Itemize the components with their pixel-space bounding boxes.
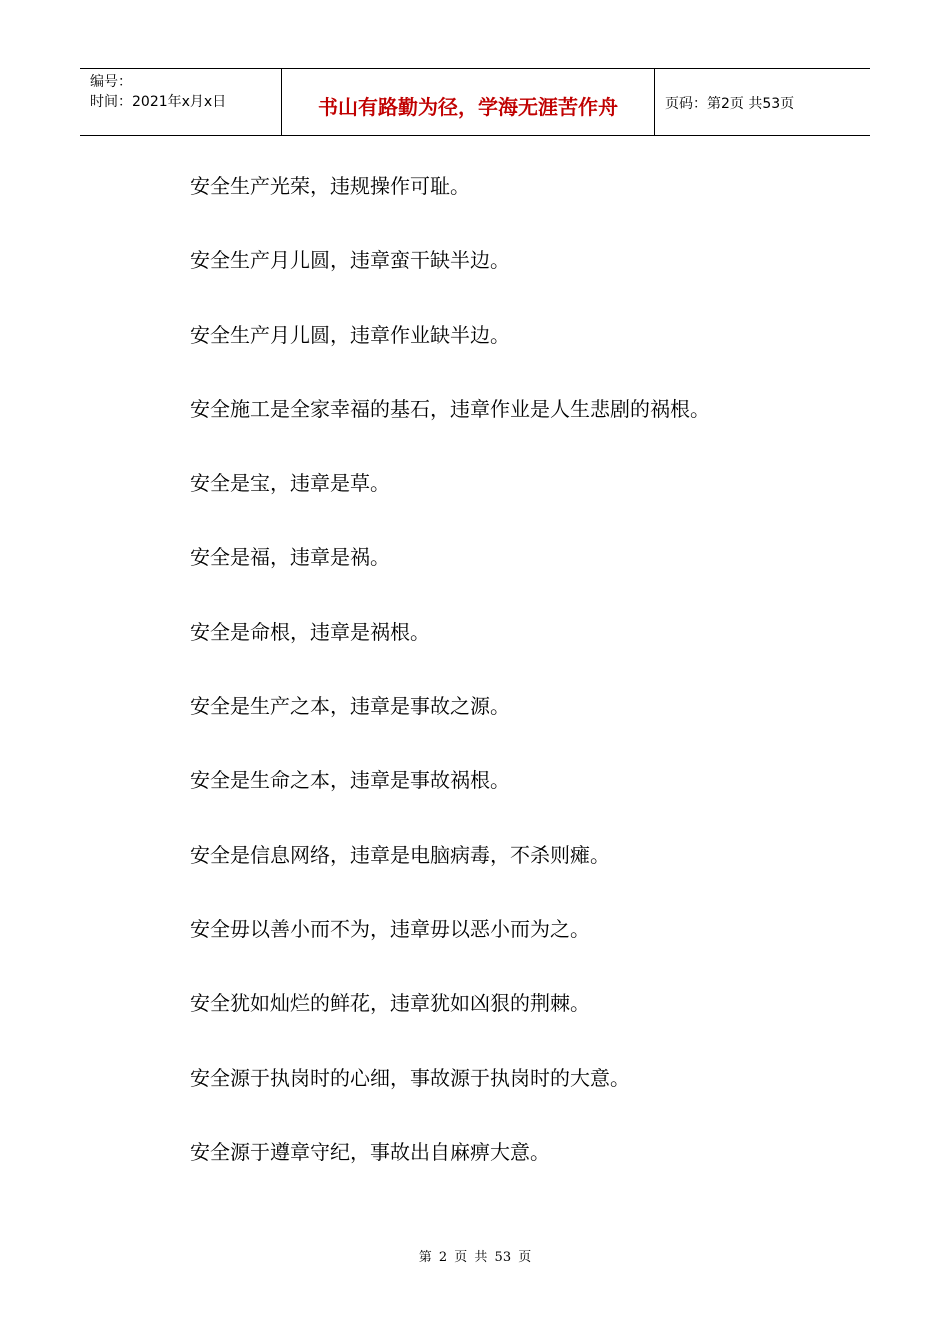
header-page-info: 页码：第2页 共53页 — [665, 96, 795, 112]
footer-page-number: 第 2 页 共 53 页 — [418, 1250, 532, 1265]
body-line: 安全是宝，违章是草。 — [190, 471, 390, 496]
header-motto-cell — [282, 69, 655, 135]
body-line: 安全生产光荣，违规操作可耻。 — [190, 174, 470, 198]
header-motto: 书山有路勤为径，学海无涯苦作舟 — [318, 94, 618, 119]
body-line: 安全源于执岗时的心细，事故源于执岗时的大意。 — [190, 1065, 630, 1090]
page-footer — [0, 1246, 950, 1265]
document-number-label: 编号： — [90, 74, 132, 90]
body-line: 安全是生命之本，违章是事故祸根。 — [190, 768, 510, 793]
body-line: 安全生产月儿圆，违章蛮干缺半边。 — [190, 248, 510, 273]
body-line: 安全源于遵章守纪，事故出自麻痹大意。 — [190, 1139, 550, 1164]
document-time-label: 时间：2021年x月x日 — [90, 94, 227, 110]
document-body — [190, 168, 830, 1208]
body-line: 安全犹如灿烂的鲜花，违章犹如凶狠的荆棘。 — [190, 991, 590, 1016]
body-line: 安全毋以善小而不为，违章毋以恶小而为之。 — [190, 916, 590, 941]
header-page-cell — [655, 69, 870, 135]
body-line: 安全施工是全家幸福的基石，违章作业是人生悲剧的祸根。 — [190, 396, 710, 421]
header-meta-cell — [80, 69, 282, 135]
body-line: 安全是福，违章是祸。 — [190, 545, 390, 570]
document-header — [80, 68, 870, 136]
body-line: 安全是生产之本，违章是事故之源。 — [190, 694, 510, 719]
body-line: 安全生产月儿圆，违章作业缺半边。 — [190, 322, 510, 347]
body-line: 安全是信息网络，违章是电脑病毒，不杀则瘫。 — [190, 842, 610, 867]
body-line: 安全是命根，违章是祸根。 — [190, 619, 430, 644]
